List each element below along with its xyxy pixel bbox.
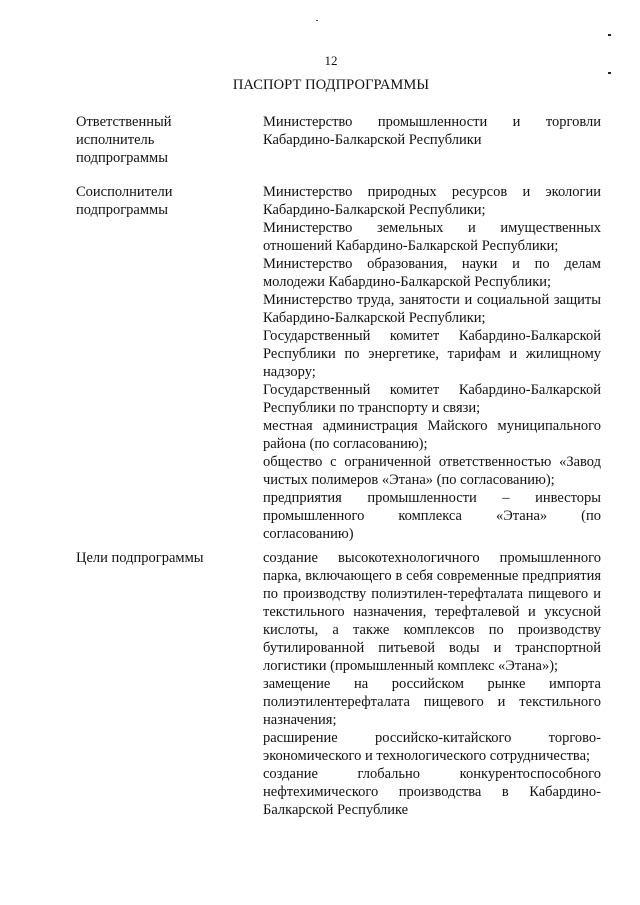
section-label-goals: Цели подпрограммы: [76, 550, 204, 566]
list-item: Министерство труда, занятости и социальной защиты Кабардино-Балкарской Республики;: [263, 292, 601, 326]
list-item: Государственный комитет Кабардино-Балкарской Республики по транспорту и связи;: [263, 382, 601, 416]
section-label-responsible: Ответственный исполнитель подпрограммы: [76, 114, 172, 166]
list-item: расширение российско-китайского торгово-экономического и технологического сотрудничества;: [263, 730, 601, 764]
list-item: общество с ограниченной ответственностью «Завод чистых полимеров «Этана» (по согласованию);: [263, 454, 601, 488]
scan-mark: [608, 72, 611, 74]
list-item: Министерство образования, науки и по делам молодежи Кабардино-Балкарской Республики;: [263, 256, 601, 290]
list-item: Министерство природных ресурсов и экологии Кабардино-Балкарской Республики;: [263, 184, 601, 218]
page-number: 12: [324, 53, 338, 68]
list-item: Государственный комитет Кабардино-Балкарской Республики по энергетике, тарифам и жилищному надзору;: [263, 328, 601, 380]
list-item: Министерство промышленности и торговли Кабардино-Балкарской Республики: [263, 114, 601, 148]
list-item: предприятия промышленности – инвесторы промышленного комплекса «Этана» (по согласованию): [263, 490, 601, 542]
section-content-co-executors: [263, 183, 601, 543]
scan-mark: [608, 34, 611, 36]
list-item: создание высокотехнологичного промышленного парка, включающего в себя современные предприятия по производству полиэтилен-терефталата пищевого и текстильного назначения, терефталевой и уксусной кислоты, а также комплексов по производству бутилированной питьевой воды и транспортной логистики (промышленный комплекс «Этана»);: [263, 550, 601, 674]
section-content-responsible: [263, 113, 601, 149]
section-content-goals: [263, 549, 601, 819]
list-item: замещение на российском рынке импорта полиэтилентерефталата пищевого и текстильного назначения;: [263, 676, 601, 728]
page-title: ПАСПОРТ ПОДПРОГРАММЫ: [232, 77, 430, 93]
section-label-co-executors: Соисполнители подпрограммы: [76, 184, 173, 218]
list-item: Министерство земельных и имущественных отношений Кабардино-Балкарской Республики;: [263, 220, 601, 254]
list-item: местная администрация Майского муниципального района (по согласованию);: [263, 418, 601, 452]
list-item: создание глобально конкурентоспособного нефтехимического производства в Кабардино-Балкарской Республике: [263, 766, 601, 818]
scan-speck: [316, 20, 318, 21]
